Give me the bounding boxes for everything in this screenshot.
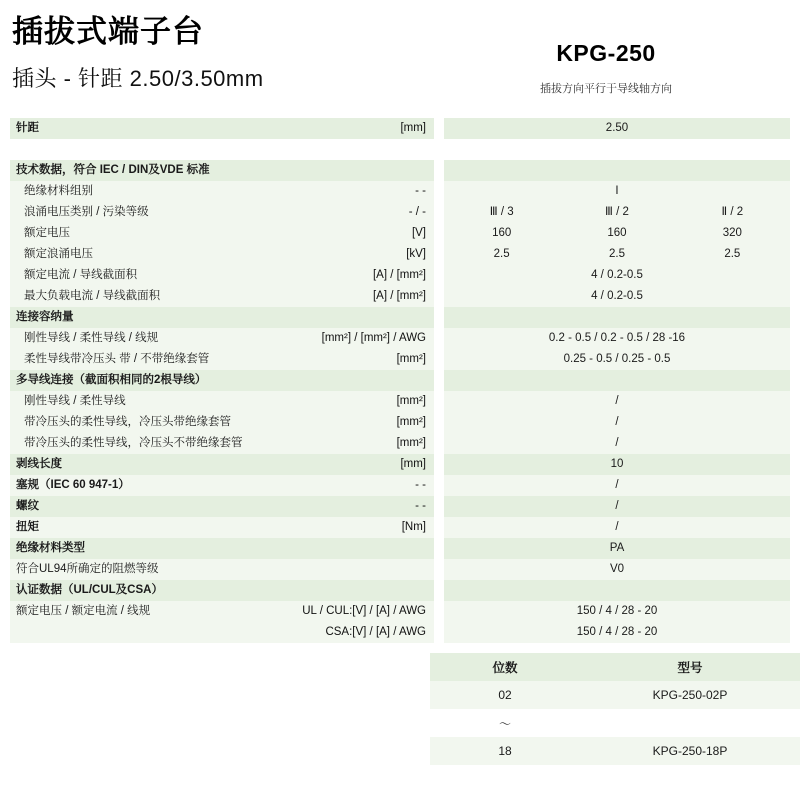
column-gap xyxy=(434,475,444,496)
row-label: 绝缘材料组别 xyxy=(10,181,261,202)
column-gap xyxy=(434,223,444,244)
column-gap xyxy=(434,580,444,601)
row-value xyxy=(444,580,790,601)
row-unit: [kV] xyxy=(261,244,434,265)
row-value: 160 xyxy=(607,227,627,240)
table-row xyxy=(10,328,790,349)
table-header-row xyxy=(430,653,800,681)
column-gap xyxy=(434,307,444,328)
row-unit: [A] / [mm²] xyxy=(261,286,434,307)
row-label: 技术数据，符合 IEC / DIN及VDE 标准 xyxy=(10,160,261,181)
row-unit: CSA:[V] / [A] / AWG xyxy=(261,622,434,643)
model-number-table xyxy=(430,653,800,765)
row-label: 额定电压 / 额定电流 / 线规 xyxy=(10,601,261,622)
row-value: 4 / 0.2-0.5 xyxy=(444,265,790,286)
table-row xyxy=(10,538,790,559)
row-unit xyxy=(261,559,434,580)
cell-positions: 18 xyxy=(498,744,512,758)
table-row xyxy=(10,454,790,475)
column-gap xyxy=(434,622,444,643)
table-row xyxy=(10,622,790,643)
specification-table-body xyxy=(10,118,790,643)
column-gap xyxy=(434,118,444,139)
row-value: 2.5 xyxy=(493,248,510,261)
row-value: I xyxy=(444,181,790,202)
table-row xyxy=(430,709,800,737)
row-label: 针距 xyxy=(10,118,261,139)
row-label: 认证数据（UL/CUL及CSA） xyxy=(10,580,261,601)
row-value: 2.5 xyxy=(724,248,741,261)
row-unit xyxy=(261,580,434,601)
row-unit: [mm²] xyxy=(261,349,434,370)
table-row xyxy=(10,391,790,412)
column-gap xyxy=(434,412,444,433)
column-gap xyxy=(434,160,444,181)
row-unit: - - xyxy=(261,475,434,496)
table-row xyxy=(10,559,790,580)
row-value: / xyxy=(444,391,790,412)
row-values xyxy=(444,244,790,265)
table-row xyxy=(10,223,790,244)
cell-positions: 02 xyxy=(498,688,512,702)
table-row xyxy=(10,349,790,370)
header-right xyxy=(422,14,790,96)
row-unit: UL / CUL:[V] / [A] / AWG xyxy=(261,601,434,622)
row-label: 绝缘材料类型 xyxy=(10,538,261,559)
row-unit xyxy=(261,307,434,328)
column-gap xyxy=(434,559,444,580)
table-row xyxy=(10,286,790,307)
row-value xyxy=(444,307,790,328)
table-row xyxy=(10,202,790,223)
table-row xyxy=(10,307,790,328)
row-label: 带冷压头的柔性导线，冷压头不带绝缘套管 xyxy=(10,433,261,454)
column-gap xyxy=(434,181,444,202)
row-value: 4 / 0.2-0.5 xyxy=(444,286,790,307)
row-label: 多导线连接（截面积相同的2根导线） xyxy=(10,370,261,391)
cell-model: KPG-250-18P xyxy=(652,744,728,758)
row-unit: [mm²] xyxy=(261,391,434,412)
row-value: 150 / 4 / 28 - 20 xyxy=(444,601,790,622)
row-value: / xyxy=(444,433,790,454)
row-value: Ⅲ / 3 xyxy=(489,206,514,219)
table-row xyxy=(10,496,790,517)
row-value xyxy=(444,160,790,181)
table-row xyxy=(430,737,800,765)
row-label: 剥线长度 xyxy=(10,454,261,475)
row-label: 符合UL94所确定的阻燃等级 xyxy=(10,559,261,580)
page-title: 插拔式端子台 xyxy=(12,14,204,49)
row-label: 柔性导线带冷压头 带 / 不带绝缘套管 xyxy=(10,349,261,370)
row-value: / xyxy=(444,517,790,538)
row-unit: [mm] xyxy=(261,454,434,475)
table-row xyxy=(10,475,790,496)
column-gap xyxy=(434,349,444,370)
row-unit: [mm²] xyxy=(261,412,434,433)
table-row xyxy=(10,580,790,601)
table-row xyxy=(10,160,790,181)
row-value: Ⅲ / 2 xyxy=(605,206,629,219)
column-gap xyxy=(434,286,444,307)
row-value: / xyxy=(444,496,790,517)
row-label: 额定浪涌电压 xyxy=(10,244,261,265)
row-unit: [V] xyxy=(261,223,434,244)
table-spacer-row xyxy=(10,139,790,160)
header-left xyxy=(10,14,422,93)
table-row xyxy=(10,412,790,433)
row-value: 0.2 - 0.5 / 0.2 - 0.5 / 28 -16 xyxy=(444,328,790,349)
column-gap xyxy=(434,433,444,454)
column-gap xyxy=(434,265,444,286)
row-label: 额定电压 xyxy=(10,223,261,244)
specification-table xyxy=(10,118,790,643)
row-value: 320 xyxy=(722,227,742,240)
row-label: 额定电流 / 导线截面积 xyxy=(10,265,261,286)
table-row xyxy=(10,517,790,538)
column-gap xyxy=(434,370,444,391)
row-value: 10 xyxy=(444,454,790,475)
row-value: 160 xyxy=(492,227,512,240)
cell-model: KPG-250-02P xyxy=(652,688,728,702)
row-value: 2.5 xyxy=(608,248,625,261)
model-name: KPG-250 xyxy=(556,40,656,66)
row-value: 2.50 xyxy=(444,118,790,139)
column-gap xyxy=(434,517,444,538)
row-value: Ⅱ / 2 xyxy=(721,206,744,219)
row-label: 带冷压头的柔性导线，冷压头带绝缘套管 xyxy=(10,412,261,433)
column-gap xyxy=(434,538,444,559)
column-gap xyxy=(434,454,444,475)
row-label xyxy=(10,622,261,643)
row-unit: [Nm] xyxy=(261,517,434,538)
row-label: 最大负载电流 / 导线截面积 xyxy=(10,286,261,307)
column-gap xyxy=(434,391,444,412)
row-value: / xyxy=(444,412,790,433)
model-note: 插拔方向平行于导线轴方向 xyxy=(540,83,672,95)
row-label: 扭矩 xyxy=(10,517,261,538)
column-gap xyxy=(434,328,444,349)
table-row xyxy=(10,601,790,622)
column-gap xyxy=(434,202,444,223)
row-unit: - - xyxy=(261,181,434,202)
cell-positions: 〜 xyxy=(498,716,511,731)
table-row xyxy=(10,433,790,454)
row-label: 连接容纳量 xyxy=(10,307,261,328)
row-unit xyxy=(261,160,434,181)
table-row xyxy=(430,681,800,709)
column-gap xyxy=(434,496,444,517)
column-gap xyxy=(434,601,444,622)
row-unit: [mm] xyxy=(261,118,434,139)
page-header xyxy=(10,14,790,114)
row-label: 刚性导线 / 柔性导线 xyxy=(10,391,261,412)
table-row xyxy=(10,265,790,286)
row-value: 150 / 4 / 28 - 20 xyxy=(444,622,790,643)
row-label: 浪涌电压类别 / 污染等级 xyxy=(10,202,261,223)
page-subtitle: 插头 - 针距 2.50/3.50mm xyxy=(12,65,264,91)
row-unit: - - xyxy=(261,496,434,517)
row-value: / xyxy=(444,475,790,496)
row-value: PA xyxy=(444,538,790,559)
row-unit: [mm²] xyxy=(261,433,434,454)
column-header-model: 型号 xyxy=(580,653,800,681)
row-unit: - / - xyxy=(261,202,434,223)
row-label: 塞规（IEC 60 947-1） xyxy=(10,475,261,496)
model-number-table-body xyxy=(430,653,800,765)
row-value: 0.25 - 0.5 / 0.25 - 0.5 xyxy=(444,349,790,370)
row-value xyxy=(444,370,790,391)
column-gap xyxy=(434,244,444,265)
row-value: V0 xyxy=(444,559,790,580)
row-unit xyxy=(261,538,434,559)
table-row xyxy=(10,244,790,265)
row-unit: [mm²] / [mm²] / AWG xyxy=(261,328,434,349)
table-row xyxy=(10,181,790,202)
table-row xyxy=(10,118,790,139)
column-header-positions: 位数 xyxy=(430,653,580,681)
row-values xyxy=(444,202,790,223)
row-values xyxy=(444,223,790,244)
row-label: 刚性导线 / 柔性导线 / 线规 xyxy=(10,328,261,349)
row-unit xyxy=(261,370,434,391)
row-label: 螺纹 xyxy=(10,496,261,517)
table-row xyxy=(10,370,790,391)
row-unit: [A] / [mm²] xyxy=(261,265,434,286)
cell-model xyxy=(580,709,800,737)
